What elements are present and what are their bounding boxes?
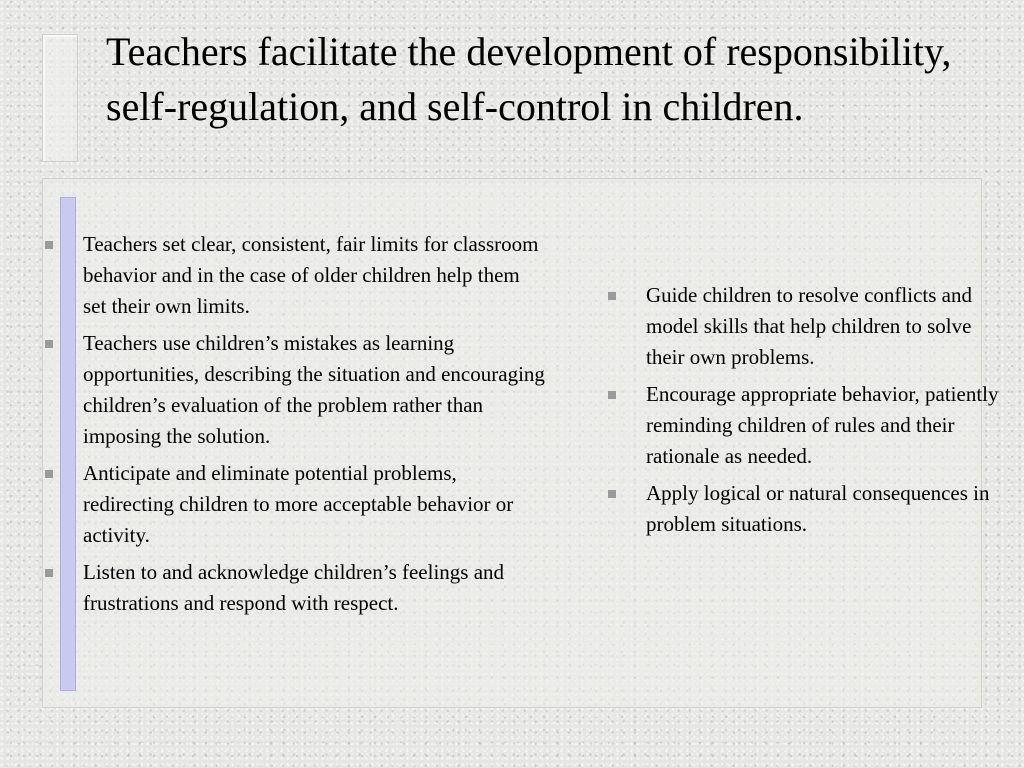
list-item (608, 379, 1008, 472)
list-item-text: Anticipate and eliminate potential problems, redirecting children to more acceptable behavior or activity. (83, 461, 514, 547)
square-bullet-icon (608, 391, 616, 399)
title-decoration (42, 34, 78, 162)
list-item (45, 229, 545, 322)
square-bullet-icon (45, 241, 53, 249)
square-bullet-icon (608, 490, 616, 498)
list-item (45, 458, 545, 551)
square-bullet-icon (45, 569, 53, 577)
list-item-text: Apply logical or natural consequences in problem situations. (646, 481, 990, 536)
list-item (45, 328, 545, 452)
list-item (608, 478, 1008, 540)
list-item-text: Guide children to resolve conflicts and model skills that help children to solve their own problems. (646, 283, 972, 369)
list-item (45, 557, 545, 619)
right-bullet-list (608, 280, 1008, 546)
square-bullet-icon (45, 470, 53, 478)
list-item (608, 280, 1008, 373)
square-bullet-icon (45, 340, 53, 348)
left-bullet-list (45, 229, 545, 625)
slide-title: Teachers facilitate the development of responsibility, self-regulation, and self-control in children. (106, 29, 952, 129)
list-item-text: Teachers set clear, consistent, fair limits for classroom behavior and in the case of older children help them set their own limits. (83, 232, 539, 318)
list-item-text: Encourage appropriate behavior, patiently reminding children of rules and their rationale as needed. (646, 382, 999, 468)
list-item-text: Teachers use children’s mistakes as learning opportunities, describing the situation and encouraging children’s evaluation of the problem rather than imposing the solution. (83, 331, 545, 448)
list-item-text: Listen to and acknowledge children’s feelings and frustrations and respond with respect. (83, 560, 505, 615)
square-bullet-icon (608, 292, 616, 300)
